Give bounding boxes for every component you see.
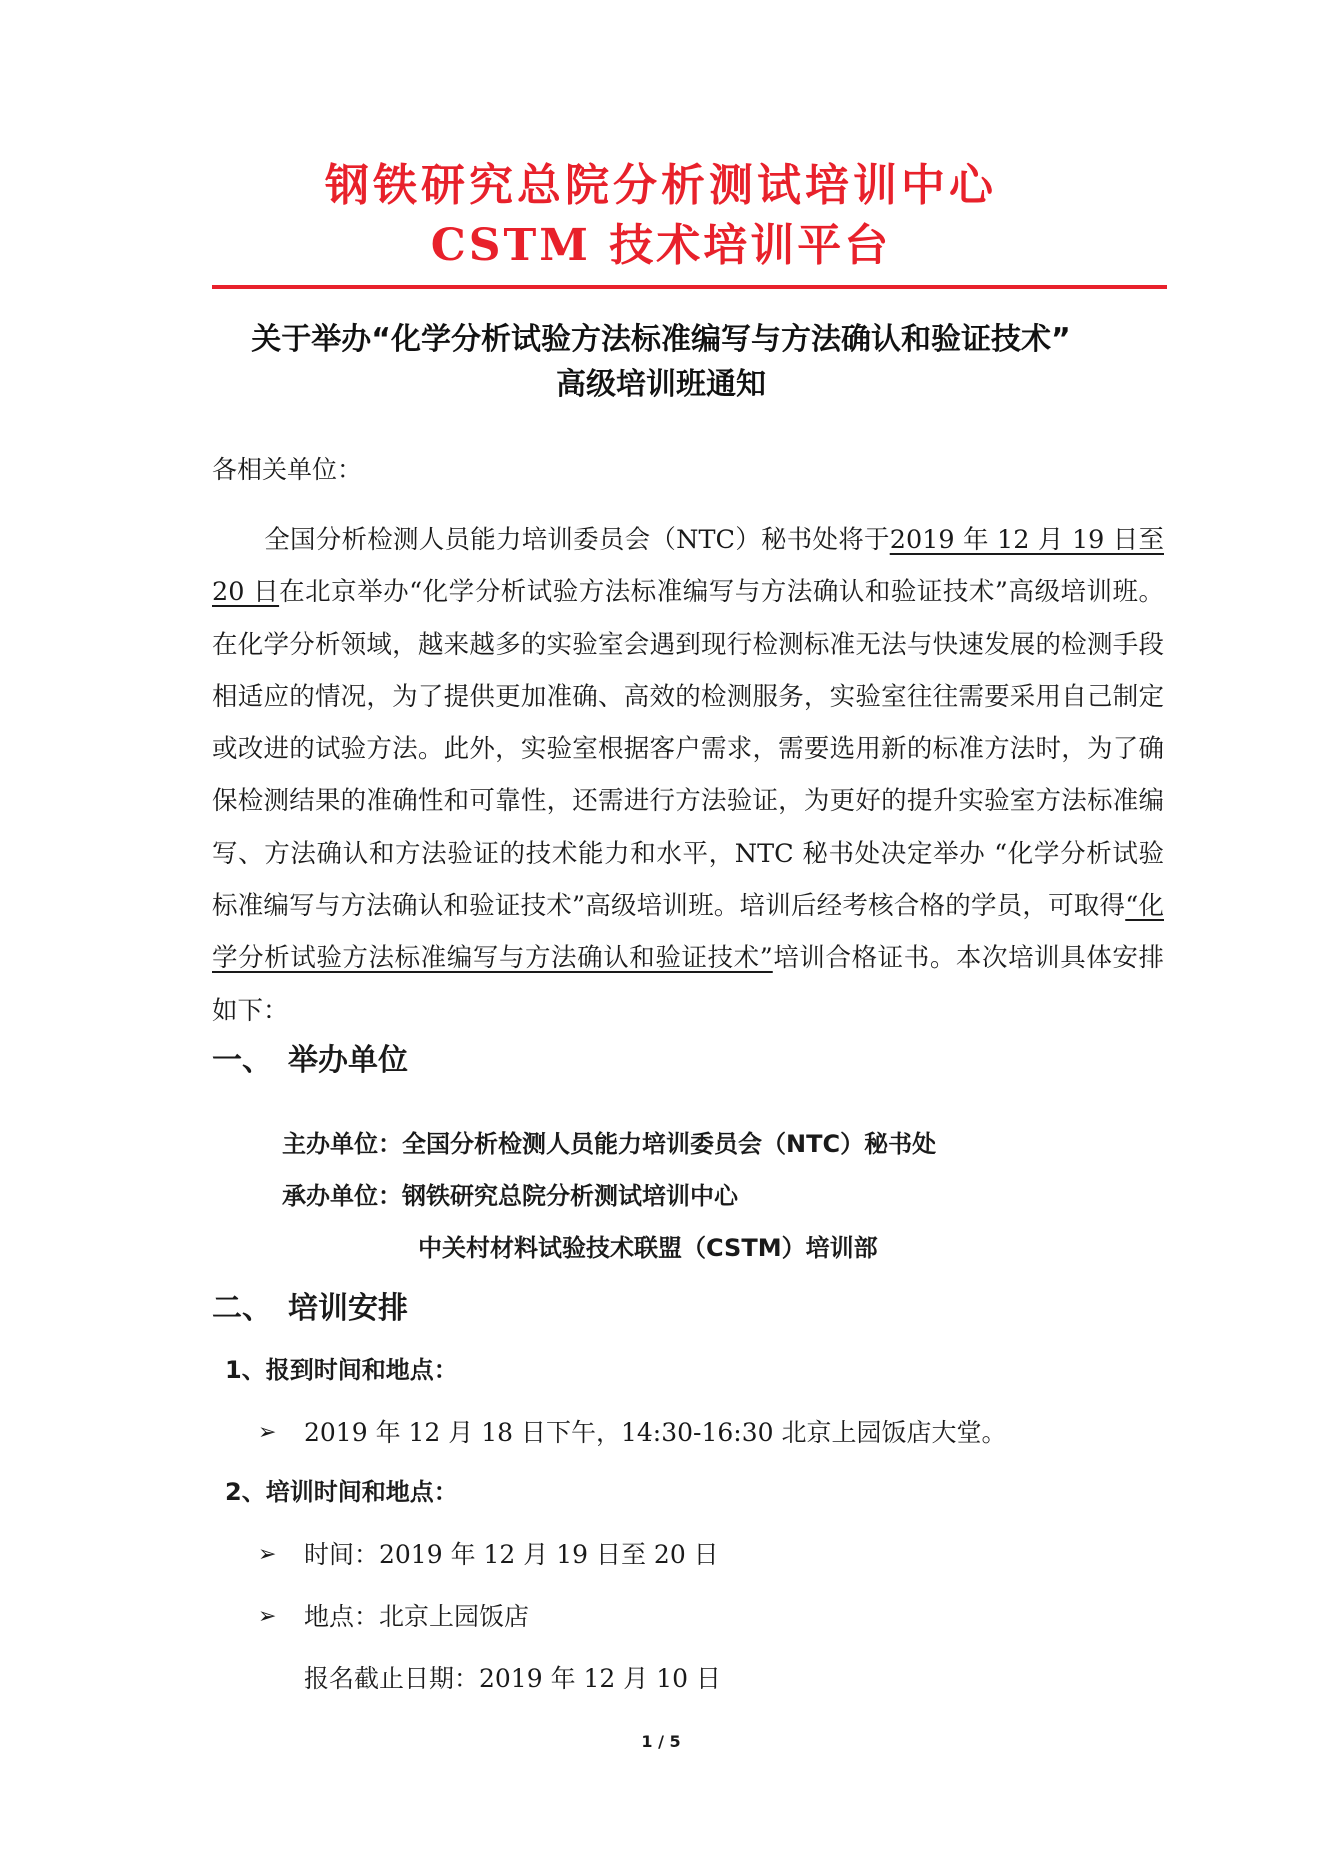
arrow-bullet-icon: ➢ bbox=[258, 1604, 277, 1629]
training-subheading: 2、培训时间和地点： bbox=[225, 1478, 458, 1506]
organizer-unit-value2: 中关村材料试验技术联盟（CSTM）培训部 bbox=[418, 1234, 878, 1262]
training-date-underlined: 2019 年 12 月 19 日至 20 日 bbox=[212, 525, 1164, 608]
section1-number: 一、 bbox=[212, 1043, 272, 1078]
checkin-subheading: 1、报到时间和地点： bbox=[225, 1356, 458, 1384]
section1-heading bbox=[212, 1040, 408, 1082]
salutation: 各相关单位： bbox=[212, 455, 363, 484]
organizer-unit-line bbox=[282, 1178, 738, 1214]
section2-heading bbox=[212, 1288, 408, 1330]
organizer-unit-value1: 钢铁研究总院分析测试培训中心 bbox=[402, 1182, 738, 1210]
host-unit-value: 全国分析检测人员能力培训委员会（NTC）秘书处 bbox=[402, 1130, 937, 1158]
body-text-part2: 在北京举办“化学分析试验方法标准编写与方法确认和验证技术”高级培训班。在化学分析领域，越来越多的实验室会遇到现行检测标准无法与快速发展的检测手段相适应的情况，为了提供更加准确、高效的检测服务，实验室往往需要采用自己制定或改进的试验方法。此外，实验室根据客户需求，需要选用新的标准方法时，为了确保检测结果的准确性和可靠性，还需进行方法验证，为更好的提升实验室方法标准编写、方法确认和方法验证的技术能力和水平，NTC 秘书处决定举办 “化学分析试验标准编写与方法确认和验证技术”高级培训班。培训后经考核合格的学员，可取得 bbox=[212, 577, 1164, 922]
training-time-text: 时间：2019 年 12 月 19 日至 20 日 bbox=[304, 1540, 719, 1569]
body-text-part1: 全国分析检测人员能力培训委员会（NTC）秘书处将于 bbox=[264, 525, 890, 555]
section2-title: 培训安排 bbox=[288, 1291, 408, 1326]
training-location-bullet bbox=[258, 1598, 529, 1636]
header-divider bbox=[212, 285, 1167, 289]
checkin-bullet bbox=[258, 1414, 1006, 1452]
section2-number: 二、 bbox=[212, 1291, 272, 1326]
notice-title-line2: 高级培训班通知 bbox=[556, 367, 766, 402]
header-org-name: 钢铁研究总院分析测试培训中心 bbox=[325, 160, 997, 211]
body-text-part3: 培训合格证书。本次培训具体安排如下： bbox=[212, 943, 1164, 1026]
body-paragraph bbox=[212, 514, 1164, 1037]
training-location-text: 地点：北京上园饭店 bbox=[304, 1602, 530, 1631]
arrow-bullet-icon: ➢ bbox=[258, 1542, 277, 1567]
host-unit-label: 主办单位： bbox=[282, 1130, 402, 1158]
page-number: 1 / 5 bbox=[641, 1732, 681, 1751]
notice-title-line1: 关于举办“化学分析试验方法标准编写与方法确认和验证技术” bbox=[251, 322, 1071, 357]
registration-deadline: 报名截止日期：2019 年 12 月 10 日 bbox=[304, 1664, 721, 1693]
section1-title: 举办单位 bbox=[288, 1043, 408, 1078]
certificate-name-underlined: “化学分析试验方法标准编写与方法确认和验证技术” bbox=[212, 891, 1164, 974]
organizer-unit-label: 承办单位： bbox=[282, 1182, 402, 1210]
training-time-bullet bbox=[258, 1536, 719, 1574]
arrow-bullet-icon: ➢ bbox=[258, 1420, 277, 1445]
header-platform-name: CSTM 技术培训平台 bbox=[430, 220, 892, 271]
host-unit-line bbox=[282, 1126, 936, 1162]
checkin-text: 2019 年 12 月 18 日下午，14:30-16:30 北京上园饭店大堂。 bbox=[304, 1418, 1007, 1447]
